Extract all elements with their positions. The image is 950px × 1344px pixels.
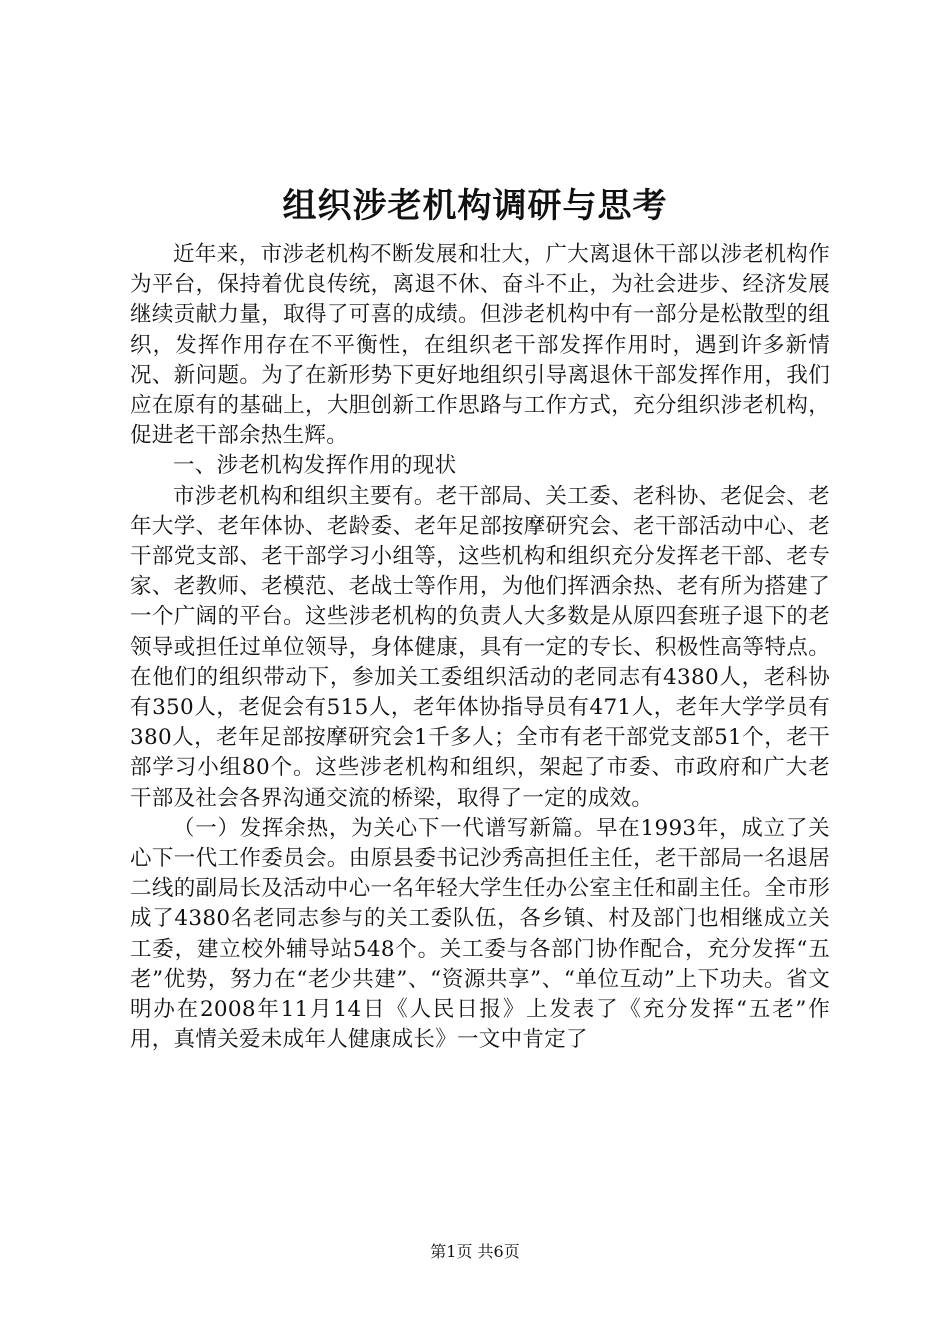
page-number-footer: 第1页 共6页 (430, 1242, 520, 1261)
intro-paragraph: 近年来，市涉老机构不断发展和壮大，广大离退休干部以涉老机构作为平台，保持着优良传统，离退不休、奋斗不止，为社会进步、经济发展继续贡献力量，取得了可喜的成绩。但涉老机构中有一部分是松散型的组织，发挥作用存在不平衡性，在组织老干部发挥作用时，遇到许多新情况、新问题。为了在新形势下更好地组织引导离退休干部发挥作用，我们应在原有的基础上，大胆创新工作思路与工作方式，充分组织涉老机构，促进老干部余热生辉。 (130, 242, 830, 449)
subsection-paragraph: （一）发挥余热，为关心下一代谱写新篇。早在1993年，成立了关心下一代工作委员会。由原县委书记沙秀高担任主任，老干部局一名退居二线的副局长及活动中心一名年轻大学生任办公室主任和副主任。全市形成了4380名老同志参与的关工委队伍，各乡镇、村及部门也相继成立关工委，建立校外辅导站548个。关工委与各部门协作配合，充分发挥“五老”优势，努力在“老少共建”、“资源共享”、“单位互动”上下功夫。省文明办在2008年11月14日《人民日报》上发表了《充分发挥“五老”作用，真情关爱未成年人健康成长》一文中肯定了 (130, 815, 830, 1053)
document-body (130, 240, 830, 1055)
section-heading: 一、涉老机构发挥作用的现状 (173, 453, 457, 479)
status-paragraph: 市涉老机构和组织主要有。老干部局、关工委、老科协、老促会、老年大学、老年体协、老龄委、老年足部按摩研究会、老干部活动中心、老干部党支部、老干部学习小组等，这些机构和组织充分发挥老干部、老专家、老教师、老模范、老战士等作用，为他们挥洒余热、老有所为搭建了一个广阔的平台。这些涉老机构的负责人大多数是从原四套班子退下的老领导或担任过单位领导，身体健康，具有一定的专长、积极性高等特点。在他们的组织带动下，参加关工委组织活动的老同志有4380人，老科协有350人，老促会有515人，老年体协指导员有471人，老年大学学员有380人，老年足部按摩研究会1千多人；全市有老干部党支部51个，老干部学习小组80个。这些涉老机构和组织，架起了市委、市政府和广大老干部及社会各界沟通交流的桥梁，取得了一定的成效。 (130, 483, 830, 811)
document-title: 组织涉老机构调研与思考 (282, 186, 668, 226)
